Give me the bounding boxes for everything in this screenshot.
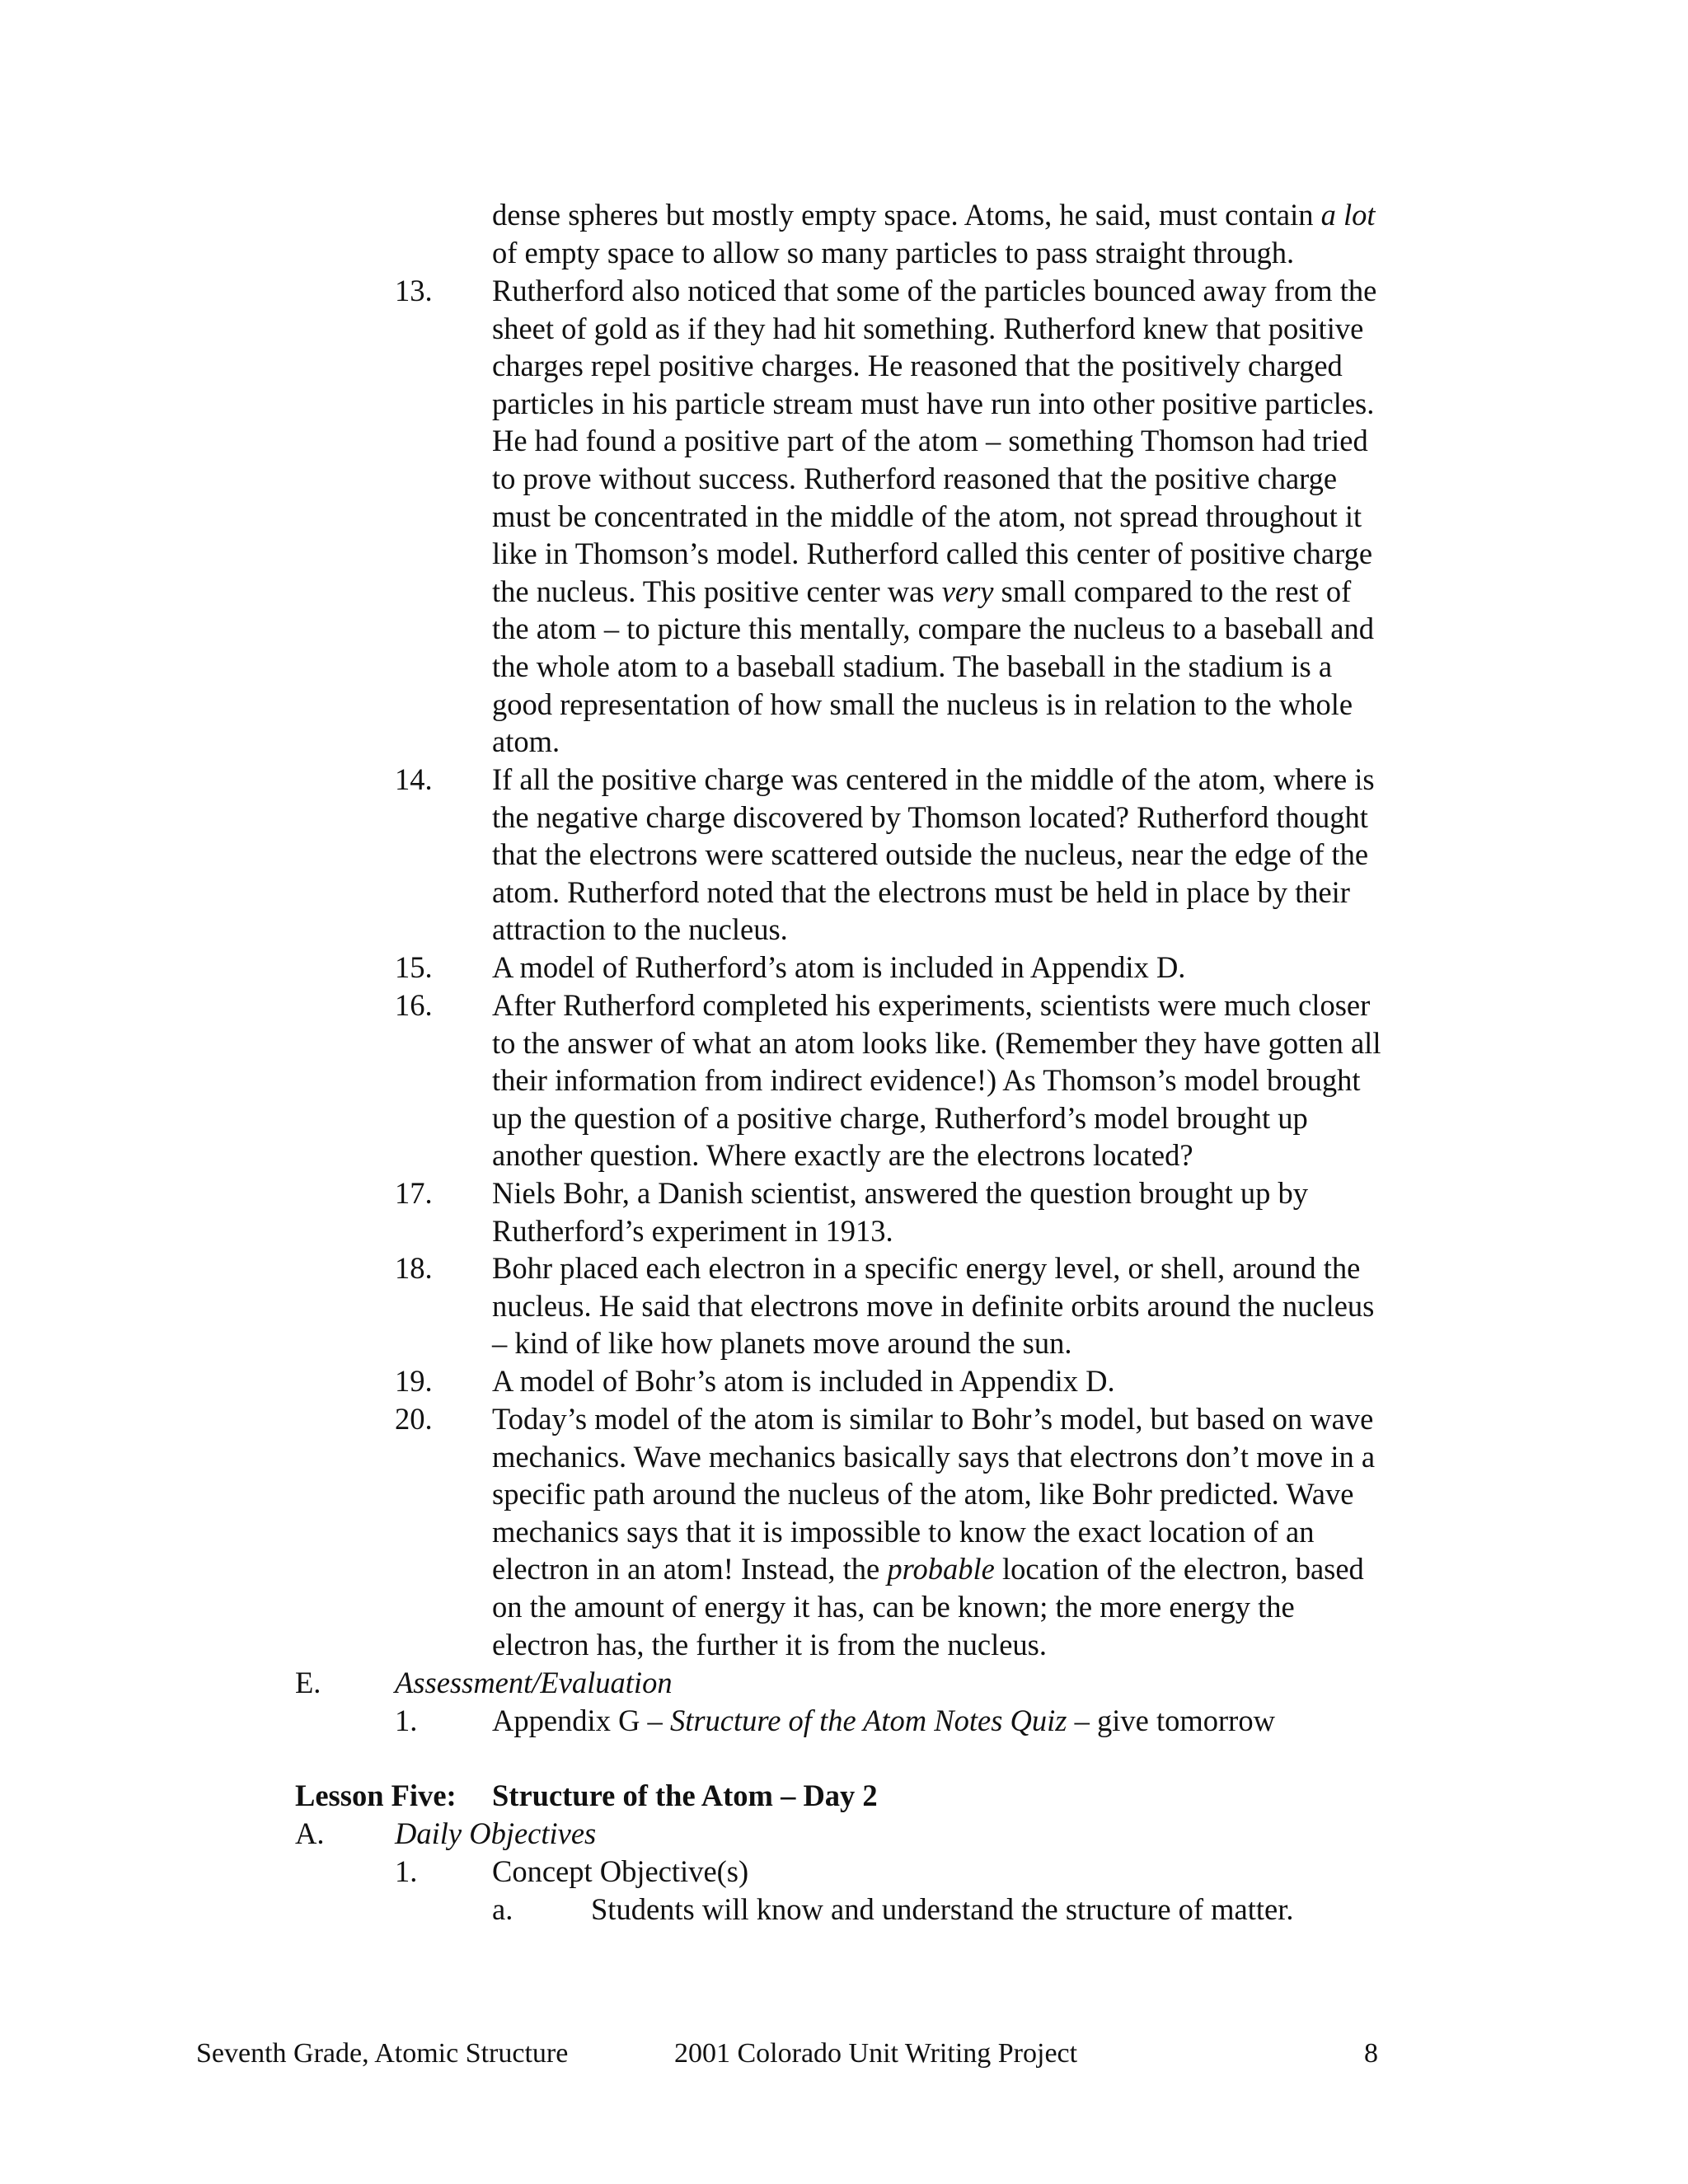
item-13-line: to prove without success. Rutherford reasoned that the positive charge [492,461,1338,495]
quiz-title: Structure of the Atom Notes Quiz [669,1704,1067,1737]
page-number: 8 [1364,2038,1378,2069]
footer-center: 2001 Colorado Unit Writing Project [674,2038,1078,2069]
objective-number: 1. [395,1854,418,1888]
item-13-line: like in Thomson’s model. Rutherford called this center of positive charge [492,537,1373,571]
item-13-line: the nucleus. This positive center was very small compared to the rest of [492,574,1352,608]
item-16-line: another question. Where exactly are the electrons located? [492,1138,1193,1173]
footer-left: Seventh Grade, Atomic Structure [196,2038,569,2069]
section-e-item-text: – give tomorrow [1067,1704,1275,1737]
item-14-line: that the electrons were scattered outside the nucleus, near the edge of the [492,837,1369,872]
intro-text: dense spheres but mostly empty space. Atoms, he said, must contain [492,198,1321,232]
item-13-line: must be concentrated in the middle of the atom, not spread throughout it [492,499,1362,533]
item-18-line: nucleus. He said that electrons move in definite orbits around the nucleus [492,1288,1375,1323]
emphasis-probable: probable [887,1552,995,1586]
item-14-line: the negative charge discovered by Thomson located? Rutherford thought [492,799,1368,834]
item-14-number: 14. [395,762,433,796]
item-13-line: the atom – to picture this mentally, compare the nucleus to a baseball and [492,612,1374,646]
lesson-title: Structure of the Atom – Day 2 [492,1779,878,1812]
item-14-line: atom. Rutherford noted that the electrons must be held in place by their [492,874,1350,909]
item-17-line: Niels Bohr, a Danish scientist, answered the question brought up by [492,1176,1308,1210]
item-13-line: charges repel positive charges. He reasoned that the positively charged [492,349,1343,383]
item-16-line: up the question of a positive charge, Rutherford’s model brought up [492,1100,1308,1135]
section-e-item-text: Appendix G – [492,1704,670,1737]
item-18-line: – kind of like how planets move around the sun. [492,1326,1072,1361]
item-20-number: 20. [395,1402,433,1436]
sub-objective-text: Students will know and understand the structure of matter. [591,1892,1294,1926]
item-13-line: Rutherford also noticed that some of the particles bounced away from the [492,274,1377,307]
item-18-line: Bohr placed each electron in a specific energy level, or shell, around the [492,1251,1361,1285]
item-18-text [492,1249,1473,1362]
item-20-line: on the amount of energy it has, can be known; the more energy the [492,1589,1295,1624]
objective-text: Concept Objective(s) [492,1854,749,1888]
section-a-title: Daily Objectives [395,1816,597,1850]
section-e-title: Assessment/Evaluation [395,1666,673,1699]
item-18-number: 18. [395,1251,433,1285]
item-17-line: Rutherford’s experiment in 1913. [492,1213,893,1248]
item-13-text [492,272,1473,761]
item-13-line: He had found a positive part of the atom – something Thomson had tried [492,424,1368,458]
item-20-line: electron in an atom! Instead, the probable location of the electron, based [492,1552,1364,1586]
item-20-line: mechanics says that it is impossible to know the exact location of an [492,1514,1315,1549]
item-13-line: the whole atom to a baseball stadium. The baseball in the stadium is a [492,649,1333,683]
item-16-line: After Rutherford completed his experiments, scientists were much closer [492,988,1371,1022]
item-20-line: specific path around the nucleus of the atom, like Bohr predicted. Wave [492,1477,1354,1511]
item-20-text [492,1400,1473,1663]
section-e-item [492,1702,1275,1740]
item-16-line: to the answer of what an atom looks like. (Remember they have gotten all [492,1025,1381,1060]
item-20-line: Today’s model of the atom is similar to Bohr’s model, but based on wave [492,1402,1374,1436]
item-13-number: 13. [395,274,433,307]
item-15-number: 15. [395,950,433,984]
item-16-number: 16. [395,988,433,1022]
item-15-line: A model of Rutherford’s atom is included in Appendix D. [492,950,1186,984]
sub-objective-letter: a. [492,1892,513,1926]
item-13-line: sheet of gold as if they had hit something. Rutherford knew that positive [492,311,1364,345]
item-17-text [492,1174,1473,1249]
intro-line-1 [492,196,1376,234]
section-a-letter: A. [295,1816,325,1850]
lesson-label: Lesson Five: [295,1779,457,1812]
item-14-text [492,761,1473,949]
item-20-line: mechanics. Wave mechanics basically says that electrons don’t move in a [492,1439,1376,1474]
item-17-number: 17. [395,1176,433,1210]
intro-line-2: of empty space to allow so many particles to pass straight through. [492,236,1295,269]
intro-emphasis: a lot [1320,198,1376,232]
item-13-line: particles in his particle stream must have run into other positive particles. [492,386,1375,420]
section-e-item-number: 1. [395,1704,418,1737]
item-13-line: good representation of how small the nucleus is in relation to the whole [492,687,1353,721]
item-19-number: 19. [395,1364,433,1398]
section-e-letter: E. [295,1666,321,1699]
item-16-text [492,987,1473,1174]
item-16-line: their information from indirect evidence!) As Thomson’s model brought [492,1063,1361,1098]
item-20-line: electron has, the further it is from the nucleus. [492,1627,1048,1661]
item-14-line: If all the positive charge was centered in the middle of the atom, where is [492,762,1375,796]
item-15-text [492,949,1473,987]
item-13-line: atom. [492,724,560,759]
item-14-line: attraction to the nucleus. [492,912,788,947]
item-19-line: A model of Bohr’s atom is included in Appendix D. [492,1364,1115,1398]
item-19-text [492,1362,1473,1400]
emphasis-very: very [941,574,994,608]
